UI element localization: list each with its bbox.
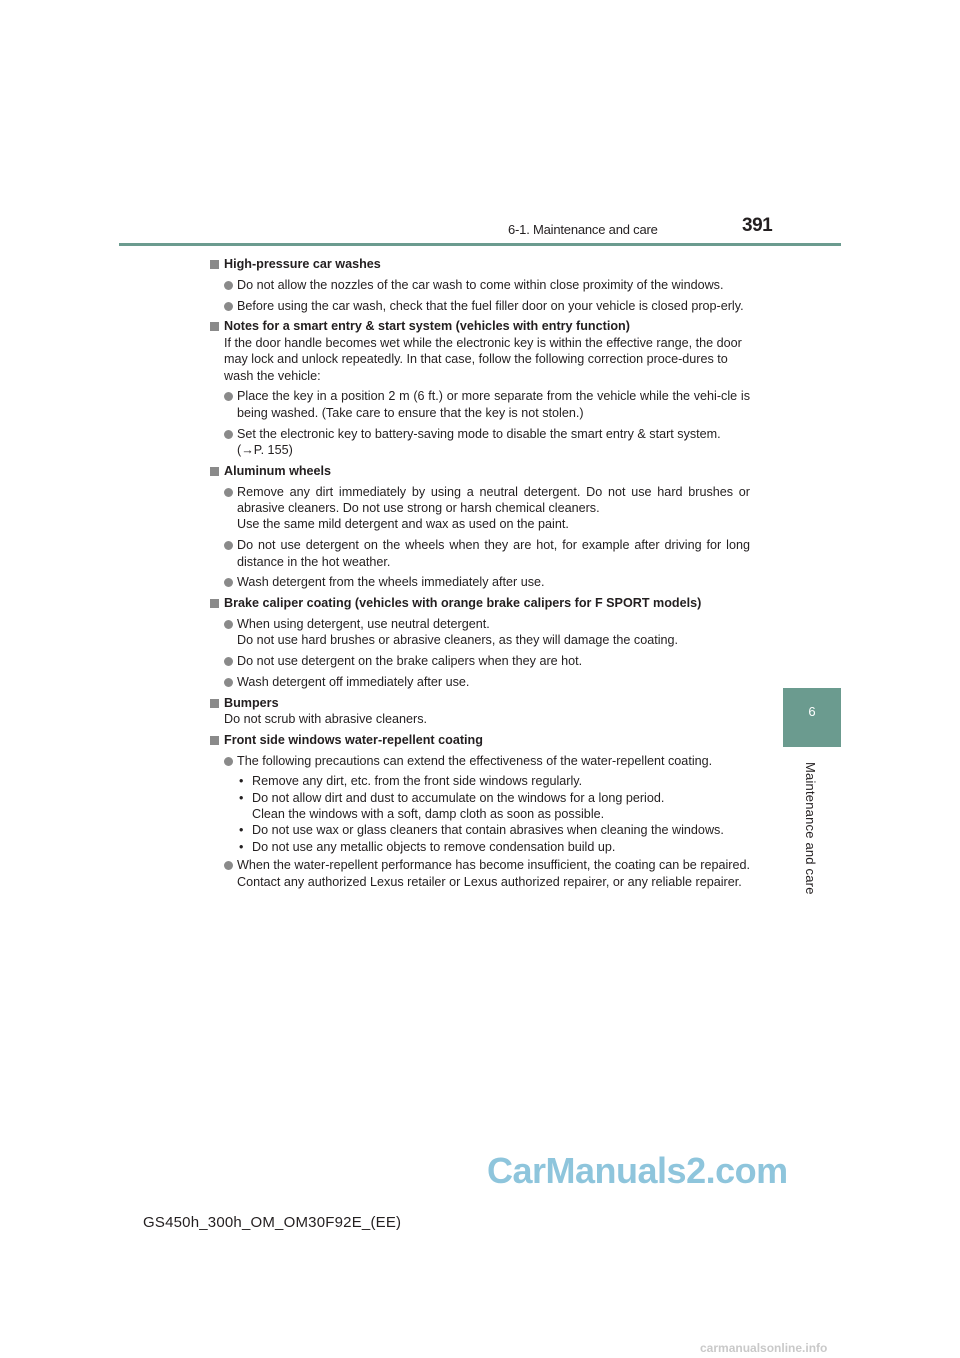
sub-bullet-item: • Do not use any metallic objects to remove condensation build up.	[239, 839, 616, 854]
section-heading: Brake caliper coating (vehicles with orange brake calipers for F SPORT models)	[210, 595, 750, 611]
page-reference: (→P. 155)	[237, 443, 293, 458]
chapter-tab-label: Maintenance and care	[803, 762, 818, 895]
bullet-item: Place the key in a position 2 m (6 ft.) or more separate from the vehicle while the vehi-cle is being washed. (Take care to ensure that the key is not stolen.)	[210, 388, 750, 421]
circle-bullet-icon	[224, 541, 233, 550]
circle-bullet-icon	[224, 430, 233, 439]
section-heading: High-pressure car washes	[210, 256, 750, 272]
chapter-tab	[783, 688, 841, 747]
section-heading: Aluminum wheels	[210, 463, 750, 479]
square-bullet-icon	[210, 467, 219, 476]
header-rule	[119, 243, 841, 246]
watermark-url: carmanualsonline.info	[700, 1341, 828, 1355]
bullet-item: When the water-repellent performance has become insufficient, the coating can be repaired. Contact any authorized Lexus retailer or Lexus authorized repairer, or any reliable repairer.	[210, 857, 750, 890]
page-content	[210, 256, 750, 890]
circle-bullet-icon	[224, 281, 233, 290]
bullet-item: Wash detergent from the wheels immediately after use.	[210, 574, 750, 590]
section-paragraph: Do not scrub with abrasive cleaners.	[224, 712, 427, 727]
bullet-item: Remove any dirt immediately by using a neutral detergent. Do not use hard brushes or abrasive cleaners. Do not use strong or harsh chemical cleaners. Use the same mild detergent and wax as used on the paint.	[210, 484, 750, 533]
circle-bullet-icon	[224, 392, 233, 401]
document-code: GS450h_300h_OM_OM30F92E_(EE)	[143, 1214, 402, 1231]
square-bullet-icon	[210, 599, 219, 608]
section-heading: Bumpers	[210, 695, 750, 711]
circle-bullet-icon	[224, 861, 233, 870]
watermark-logo: CarManuals2.com	[487, 1150, 788, 1191]
circle-bullet-icon	[224, 620, 233, 629]
circle-bullet-icon	[224, 488, 233, 497]
bullet-item: Wash detergent off immediately after use.	[210, 674, 750, 690]
sub-bullet-item: • Remove any dirt, etc. from the front side windows regularly.	[239, 774, 583, 789]
circle-bullet-icon	[224, 657, 233, 666]
section-paragraph: If the door handle becomes wet while the electronic key is within the effective range, the door may lock and unlock repeatedly. In that case, follow the following correction proce-dures to wash the vehicle:	[224, 335, 742, 383]
bullet-item: The following precautions can extend the effectiveness of the water-repellent coating.	[210, 753, 750, 769]
sub-bullet-item: • Do not allow dirt and dust to accumulate on the windows for a long period. Clean the windows with a soft, damp cloth as soon as possible.	[239, 790, 665, 822]
bullet-item: Do not allow the nozzles of the car wash to come within close proximity of the windows.	[210, 277, 750, 293]
circle-bullet-icon	[224, 678, 233, 687]
square-bullet-icon	[210, 322, 219, 331]
bullet-item: Do not use detergent on the brake calipers when they are hot.	[210, 653, 750, 669]
page-number: 391	[742, 215, 773, 236]
section-heading: Notes for a smart entry & start system (vehicles with entry function)	[210, 318, 750, 334]
bullet-item: Do not use detergent on the wheels when they are hot, for example after driving for long distance in the hot weather.	[210, 537, 750, 570]
chapter-tab-number: 6	[808, 704, 816, 719]
section-heading: Front side windows water-repellent coating	[210, 732, 750, 748]
circle-bullet-icon	[224, 578, 233, 587]
bullet-item: When using detergent, use neutral detergent. Do not use hard brushes or abrasive cleaners, as they will damage the coating.	[210, 616, 750, 649]
square-bullet-icon	[210, 260, 219, 269]
header-section-title: 6-1. Maintenance and care	[508, 222, 658, 237]
square-bullet-icon	[210, 699, 219, 708]
circle-bullet-icon	[224, 757, 233, 766]
circle-bullet-icon	[224, 302, 233, 311]
bullet-item: Before using the car wash, check that the fuel filler door on your vehicle is closed prop-erly.	[210, 298, 750, 314]
sub-bullet-item: • Do not use wax or glass cleaners that contain abrasives when cleaning the windows.	[239, 823, 724, 838]
square-bullet-icon	[210, 736, 219, 745]
bullet-item: Set the electronic key to battery-saving mode to disable the smart entry & start system. (→P. 155)	[210, 426, 750, 459]
